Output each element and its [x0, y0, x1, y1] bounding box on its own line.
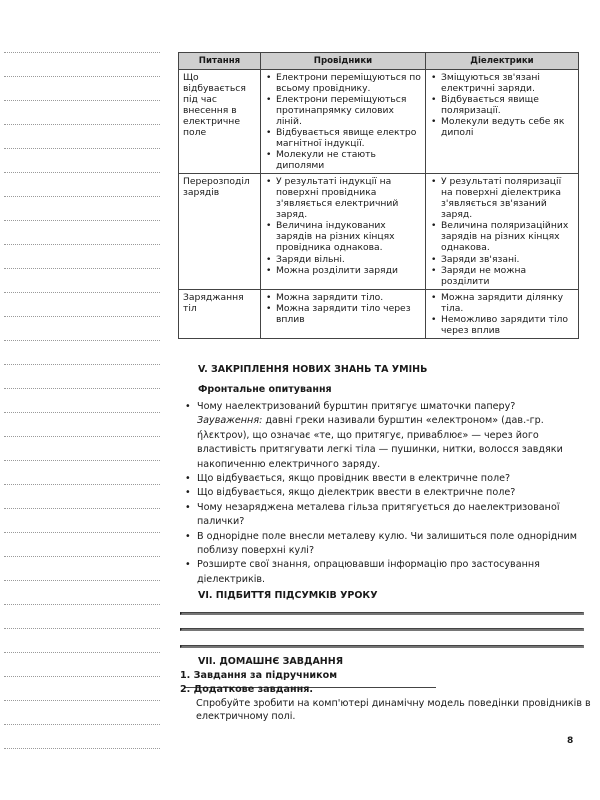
dielectrics-cell [426, 70, 579, 174]
margin-line [4, 244, 160, 245]
margin-line [4, 52, 160, 53]
list-item: • Електрони переміщуються по всьому провіднику. [265, 72, 421, 94]
list-item: • Чому наелектризований бурштин притягує шматочки паперу? [185, 401, 516, 412]
list-item: • В однорідне поле внесли металеву кулю. Чи залишиться поле однорідним поблизу поверхні кулі? [185, 530, 578, 557]
row-question: Заряджання тіл [179, 289, 261, 338]
row-question: Перерозподіл зарядів [179, 174, 261, 289]
list-item: • Що відбувається, якщо провідник ввести в електричне поле? [185, 473, 511, 485]
margin-line [4, 676, 160, 677]
margin-line [4, 532, 160, 533]
margin-line [4, 76, 160, 77]
list-item: • Величина індукованих зарядів на різних кінцях провідника однакова. [265, 220, 421, 253]
list-item: • Відбувається явище електро магнітної індукції. [265, 127, 421, 149]
header-dielectrics: Діелектрики [426, 53, 579, 70]
margin-line [4, 316, 160, 317]
margin-line [4, 580, 160, 581]
list-item: • Можна зарядити тіло. [265, 292, 421, 303]
list-item: • Молекули ведуть себе як диполі [430, 116, 574, 138]
margin-line [4, 748, 160, 749]
list-item: • Неможливо зарядити тіло через вплив [430, 314, 574, 336]
margin-line [4, 196, 160, 197]
list-item: • Можна зарядити тіло через вплив [265, 303, 421, 325]
margin-line [4, 364, 160, 365]
table-row [179, 289, 579, 338]
margin-line [4, 148, 160, 149]
list-item: • Розширте свої знання, опрацювавши інформацію про застосування діелектриків. [185, 559, 540, 585]
homework-item-2 [180, 683, 580, 696]
table-header-row [179, 53, 579, 70]
list-item: • Молекули не стають диполями [265, 149, 421, 171]
list-item: • Можна зарядити ділянку тіла. [430, 292, 574, 314]
homework-item-2-text: Спробуйте зробити на комп'ютері динамічну модель поведінки провідників в електричному полі. [196, 698, 591, 722]
margin-note-lines [0, 0, 165, 800]
question-list [183, 400, 581, 587]
dielectrics-cell [426, 289, 579, 338]
summary-write-line[interactable] [180, 645, 584, 648]
margin-line [4, 340, 160, 341]
section-6-title: VI. ПІДБИТТЯ ПІДСУМКІВ УРОКУ [198, 590, 378, 601]
header-question: Питання [179, 53, 261, 70]
margin-line [4, 652, 160, 653]
conductors-cell [261, 70, 426, 174]
margin-line [4, 604, 160, 605]
list-item: • Електрони переміщуються протинапрямку силових ліній. [265, 94, 421, 127]
section-5-title: V. ЗАКРІПЛЕННЯ НОВИХ ЗНАНЬ ТА УМІНЬ [198, 364, 428, 375]
dielectrics-cell [426, 174, 579, 289]
margin-line [4, 172, 160, 173]
list-item: • Заряди вільні. [265, 254, 421, 265]
list-item: • Відбувається явище поляризації. [430, 94, 574, 116]
list-item: • Зміщуються зв'язані електричні заряди. [430, 72, 574, 94]
margin-line [4, 412, 160, 413]
question-text: Чому наелектризований бурштин притягує шматочки паперу? [197, 401, 516, 412]
question-text: Розширте свої знання, опрацювавши інформацію про застосування діелектриків. [197, 559, 540, 585]
section-5-subtitle: Фронтальне опитування [198, 384, 332, 395]
note-item [183, 414, 581, 472]
margin-line [4, 460, 160, 461]
comparison-table [178, 52, 579, 339]
summary-write-line[interactable] [180, 612, 584, 615]
list-item: • Що відбувається, якщо діелектрик ввести в електричне поле? [185, 487, 516, 499]
row-question: Що відбувається під час внесення в електричне поле [179, 70, 261, 174]
summary-write-line[interactable] [180, 628, 584, 631]
conductors-cell [261, 174, 426, 289]
margin-line [4, 220, 160, 221]
margin-line [4, 628, 160, 629]
margin-line [4, 388, 160, 389]
list-item: • У результаті поляризації на поверхні діелектрика з'являється зв'язаний заряд. [430, 176, 574, 220]
margin-line [4, 268, 160, 269]
question-text: Що відбувається, якщо діелектрик ввести в електричне поле? [197, 487, 516, 499]
question-text: Чому незаряджена металева гільза притягується до наелектризованої палички? [197, 501, 560, 528]
question-text: Що відбувається, якщо провідник ввести в електричне поле? [197, 473, 511, 485]
margin-line [4, 508, 160, 509]
margin-line [4, 700, 160, 701]
list-item: • У результаті індукції на поверхні провідника з'являється електричний заряд. [265, 176, 421, 220]
list-item: • Заряди не можна розділити [430, 265, 574, 287]
note-text: давні греки називали бурштин «електроном» (дав.-гр. ήλεκτρον), що означає «те, що притягує, приваблює» — через його властивість притягувати легкі тіла — пушинки, нитки, волосся завдяки накопиченню електричного заряду. [197, 415, 563, 470]
table-row [179, 174, 579, 289]
list-item: • Величина поляризаційних зарядів на різних кінцях однакова. [430, 220, 574, 253]
section-7-title: VII. ДОМАШНЄ ЗАВДАННЯ [198, 656, 344, 667]
margin-line [4, 124, 160, 125]
list-item: • Чому незаряджена металева гільза притягується до наелектризованої палички? [185, 501, 560, 528]
margin-line [4, 484, 160, 485]
margin-line [4, 724, 160, 725]
table-row [179, 70, 579, 174]
homework-item-1-label: 1. Завдання за підручником [180, 670, 338, 681]
margin-line [4, 556, 160, 557]
margin-line [4, 292, 160, 293]
question-text: В однорідне поле внесли металеву кулю. Чи залишиться поле однорідним поблизу поверхні кулі? [197, 530, 578, 557]
note-label: Зауваження: [197, 415, 263, 427]
conductors-cell [261, 289, 426, 338]
list-item: • Можна розділити заряди [265, 265, 421, 276]
margin-line [4, 436, 160, 437]
list-item: • Заряди зв'язані. [430, 254, 574, 265]
page-number: 8 [567, 736, 574, 746]
homework-item-2-label: 2. Додаткове завдання. [180, 684, 314, 695]
header-conductors: Провідники [261, 53, 426, 70]
margin-line [4, 100, 160, 101]
